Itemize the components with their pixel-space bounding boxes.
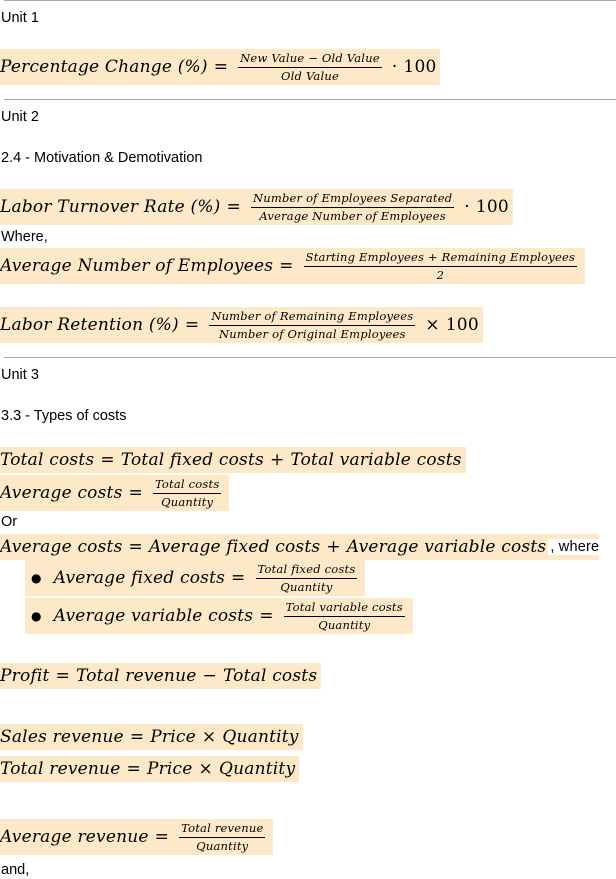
formula-average-costs: Average costs = $\frac{\text{Total costs}}{\text{Quantity}}$	[0, 475, 229, 511]
divider	[4, 357, 616, 358]
and-text: and,	[1, 862, 30, 878]
fraction: $\frac{\text{Total fixed costs}}{\text{Quantity}}$	[257, 561, 356, 594]
formula-percentage-change: Percentage Change (%) = $\frac{\text{New Value − Old Value}}{\text{Old Value}}$ · 100	[0, 49, 440, 85]
formula-total-costs: Total costs = Total fixed costs + Total variable costs	[0, 447, 466, 473]
fraction: $\frac{\text{Number of Employees Separated}}{\text{Average Number of Employees}}$	[252, 190, 453, 223]
bullet-icon: ●	[31, 571, 42, 585]
fraction: $\frac{\text{New Value − Old Value}}{\text{Old Value}}$	[240, 50, 380, 83]
unit-heading: Unit 2	[1, 109, 39, 125]
formula-average-costs-sum: Average costs = Average fixed costs + Average variable costs , where	[0, 534, 599, 560]
formula-labor-turnover: Labor Turnover Rate (%) = $\frac{\text{Number of Employees Separated}}{\text{Average Number of Employees}}$ · 100	[0, 189, 513, 225]
divider	[4, 0, 616, 1]
or-text: Or	[1, 514, 18, 530]
fraction: $\frac{\text{Starting Employees + Remaining Employees}}{2}$	[305, 249, 576, 282]
section-title: 2.4 - Motivation & Demotivation	[1, 150, 203, 166]
formula-sales-revenue: Sales revenue = Price × Quantity	[0, 724, 303, 750]
fraction: $\frac{\text{Total variable costs}}{\text{Quantity}}$	[285, 599, 403, 632]
fraction: $\frac{\text{Total costs}}{\text{Quantity}}$	[154, 476, 220, 509]
formula-total-revenue: Total revenue = Price × Quantity	[0, 756, 299, 782]
formula-average-fixed-costs: ● Average fixed costs = $\frac{\text{Total fixed costs}}{\text{Quantity}}$	[25, 560, 365, 596]
divider	[4, 99, 616, 100]
bullet-icon: ●	[31, 609, 42, 623]
where-text: Where,	[1, 229, 48, 245]
formula-average-employees: Average Number of Employees = $\frac{\text{Starting Employees + Remaining Employees}}{2}$	[0, 248, 585, 284]
fraction: $\frac{\text{Total revenue}}{\text{Quantity}}$	[181, 820, 264, 853]
section-title: 3.3 - Types of costs	[1, 408, 127, 424]
formula-average-variable-costs: ● Average variable costs = $\frac{\text{Total variable costs}}{\text{Quantity}}$	[25, 598, 413, 634]
formula-profit: Profit = Total revenue − Total costs	[0, 663, 321, 689]
formula-labor-retention: Labor Retention (%) = $\frac{\text{Number of Remaining Employees}}{\text{Number of Original Employees}}$ × 100	[0, 307, 483, 343]
formula-average-revenue: Average revenue = $\frac{\text{Total revenue}}{\text{Quantity}}$	[0, 819, 273, 855]
unit-heading: Unit 3	[1, 367, 39, 383]
fraction: $\frac{\text{Number of Remaining Employees}}{\text{Number of Original Employees}}$	[211, 308, 414, 341]
unit-heading: Unit 1	[1, 10, 39, 26]
